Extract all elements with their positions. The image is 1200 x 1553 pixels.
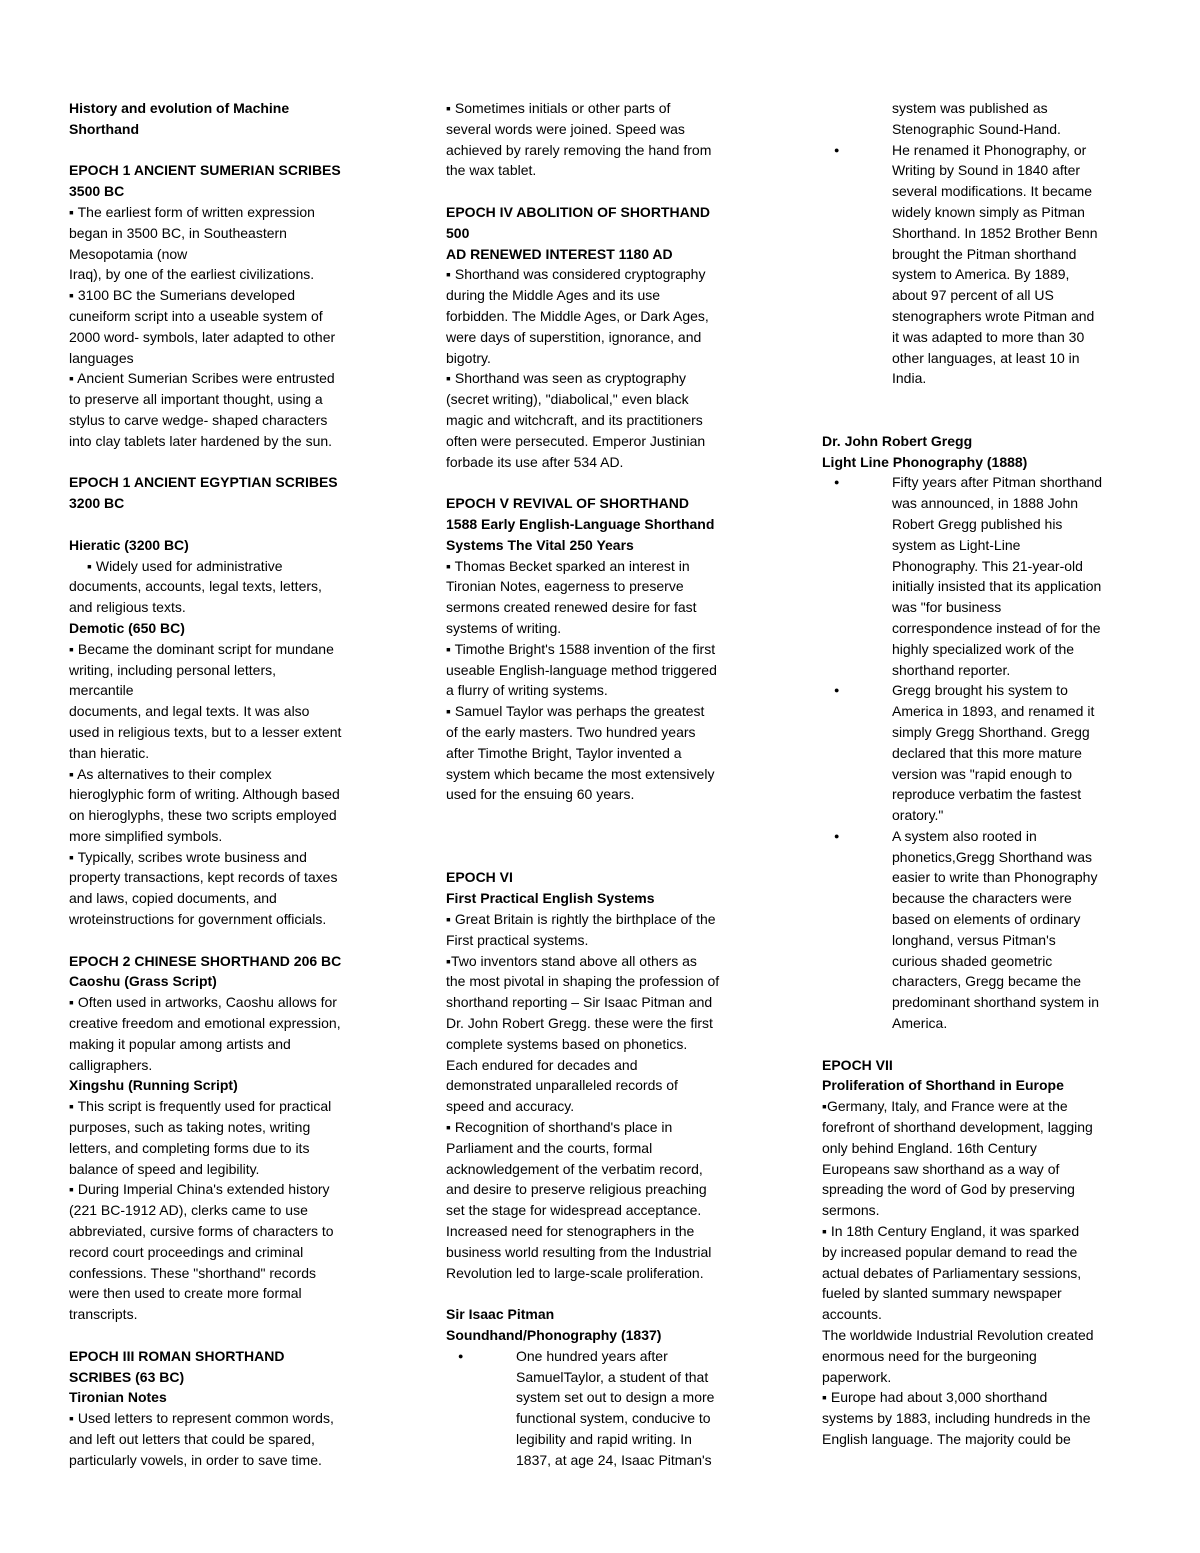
text-line: The worldwide Industrial Revolution created [822,1327,1094,1344]
list-item [892,140,1142,390]
text-line: began in 3500 BC, in Southeastern [69,224,287,241]
bullet-list [446,1346,768,1471]
text-line: writing, including personal letters, [69,661,276,678]
text-line: more simplified symbols. [69,827,223,844]
section-heading: Soundhand/Phonography (1837) [446,1327,662,1344]
text-line: sermons created renewed desire for fast [446,599,697,616]
text-line: ● Fifty years after Pitman shorthand [892,474,1103,491]
text-line: legibility and rapid writing. In [516,1431,692,1447]
text-line: system which became the most extensively [446,765,715,782]
text-line: enormous need for the burgeoning [822,1347,1037,1364]
column-1 [69,98,389,1471]
text-line: languages [69,349,134,366]
list-item [892,826,1142,1034]
text-line: was announced, in 1888 John [892,495,1079,512]
text-line: ▪ Thomas Becket sparked an interest in [446,557,690,574]
text-line: Phonography. This 21-year-old [892,557,1083,574]
text-line: of the early masters. Two hundred years [446,723,696,740]
text-line: on hieroglyphs, these two scripts employed [69,807,337,824]
sub-heading: Xingshu (Running Script) [69,1077,238,1094]
section-heading: EPOCH V REVIVAL OF SHORTHAND [446,495,689,512]
text-line: cuneiform script into a useable system of [69,307,323,324]
text-line: ▪ Became the dominant script for mundane [69,640,334,657]
text-line: fueled by slanted summary newspaper [822,1285,1062,1302]
text-line: functional system, conducive to [516,1410,711,1427]
text-line: forbidden. The Middle Ages, or Dark Ages, [446,307,709,324]
text-line: shorthand reporting – Sir Isaac Pitman and [446,994,713,1011]
list-item-continued [892,98,1142,140]
column-3 [822,98,1142,1450]
text-line: ▪ Sometimes initials or other parts of [446,100,671,116]
text-line: India. [892,370,927,387]
text-line: about 97 percent of all US [892,287,1054,304]
section-heading: 3500 BC [69,183,125,200]
text-line: 2000 word- symbols, later adapted to other [69,328,336,345]
column-2 [446,98,768,1471]
text-line: achieved by rarely removing the hand from [446,141,712,158]
text-line: Dr. John Robert Gregg. these were the first [446,1015,713,1032]
text-line: were days of superstition, ignorance, and [446,328,702,345]
text-line: confessions. These "shorthand" records [69,1264,317,1281]
text-line: ● Gregg brought his system to [892,682,1068,699]
text-line: (secret writing), "diabolical," even black [446,391,689,408]
section-heading: SCRIBES (63 BC) [69,1368,185,1385]
text-line: and laws, copied documents, and [69,890,277,907]
section-heading: EPOCH 2 CHINESE SHORTHAND 206 BC [69,952,342,969]
text-line: Parliament and the courts, formal [446,1139,653,1156]
section-heading: 3200 BC [69,495,125,512]
text-line: because the characters were [892,890,1072,907]
text-line: the most pivotal in shaping the profession of [446,973,720,990]
text-line: ● One hundred years after [516,1347,668,1364]
text-line: brought the Pitman shorthand [892,245,1077,262]
text-line: ▪ Often used in artworks, Caoshu allows for [69,994,337,1011]
text-line: First practical systems. [446,931,589,948]
text-line: ▪ In 18th Century England, it was sparked [822,1223,1080,1240]
section-heading: EPOCH VI [446,869,513,886]
text-line: record court proceedings and criminal [69,1243,304,1260]
text-line: systems of writing. [446,619,562,636]
text-line: property transactions, kept records of taxes [69,869,338,886]
text-line: transcripts. [69,1306,138,1323]
text-line: ▪ This script is frequently used for practical [69,1098,332,1115]
text-line: particularly vowels, in order to save time. [69,1451,322,1468]
section-heading: Dr. John Robert Gregg [822,432,973,449]
section-heading: EPOCH IV ABOLITION OF SHORTHAND [446,203,710,220]
text-line: highly specialized work of the [892,640,1075,657]
text-line: bigotry. [446,349,491,366]
text-line: predominant shorthand system in [892,994,1099,1011]
text-line: version was "rapid enough to [892,765,1073,782]
section-heading: EPOCH VII [822,1056,893,1073]
text-line: Revolution led to large-scale proliferation. [446,1264,704,1281]
section-heading: Light Line Phonography (1888) [822,453,1028,470]
text-line: ▪ 3100 BC the Sumerians developed [69,287,295,304]
text-line: based on elements of ordinary [892,911,1081,928]
sub-heading: Hieratic (3200 BC) [69,536,189,553]
text-line: it was adapted to more than 30 [892,328,1085,345]
text-line: than hieratic. [69,744,150,761]
text-line: ▪Two inventors stand above all others as [446,952,697,969]
text-line: easier to write than Phonography [892,869,1098,886]
text-line: reproduce verbatim the fastest [892,786,1082,803]
text-line: Each endured for decades and [446,1056,638,1073]
text-line: English language. The majority could be [822,1431,1071,1447]
text-line: after Timothe Bright, Taylor invented a [446,744,682,761]
text-line: ▪ As alternatives to their complex [69,765,272,782]
text-line: phonetics,Gregg Shorthand was [892,848,1093,865]
text-line: during the Middle Ages and its use [446,287,661,304]
text-line: forbade its use after 534 AD. [446,453,624,470]
text-line: stylus to carve wedge- shaped characters [69,411,328,428]
text-line: ▪ Timothe Bright's 1588 invention of the first [446,640,716,657]
text-line: ▪ Samuel Taylor was perhaps the greatest [446,703,705,720]
text-line: business world resulting from the Industrial [446,1243,712,1260]
text-line: stenographers wrote Pitman and [892,307,1095,324]
section-heading: AD RENEWED INTEREST 1180 AD [446,245,673,262]
text-line: into clay tablets later hardened by the sun. [69,432,333,449]
text-line: and religious texts. [69,599,186,616]
text-line: Tironian Notes, eagerness to preserve [446,578,684,595]
text-line: actual debates of Parliamentary sessions, [822,1264,1082,1281]
text-line: ▪ The earliest form of written expression [69,203,315,220]
document-title-line: History and evolution of Machine [69,100,290,116]
text-line: accounts. [822,1306,882,1323]
section-heading: Proliferation of Shorthand in Europe [822,1077,1064,1094]
text-line: the wax tablet. [446,162,537,179]
text-line: SamuelTaylor, a student of that [516,1368,709,1385]
text-line: Stenographic Sound-Hand. [892,120,1061,137]
text-line: ▪ Used letters to represent common words, [69,1410,334,1427]
text-line: ▪Germany, Italy, and France were at the [822,1098,1068,1115]
text-line: sermons. [822,1202,880,1219]
text-line: and left out letters that could be spared, [69,1431,315,1447]
text-line: America in 1893, and renamed it [892,703,1095,720]
text-line: declared that this more mature [892,744,1082,761]
text-line: systems by 1883, including hundreds in the [822,1410,1091,1427]
text-line: longhand, versus Pitman's [892,931,1056,948]
text-line: curious shaded geometric [892,952,1053,969]
text-line: paperwork. [822,1368,892,1385]
sub-heading: Demotic (650 BC) [69,619,185,636]
text-line: ▪ Europe had about 3,000 shorthand [822,1389,1048,1406]
text-line: used in religious texts, but to a lesser extent [69,723,342,740]
text-line: letters, and completing forms due to its [69,1139,310,1156]
text-line: only behind England. 16th Century [822,1139,1037,1156]
text-line: ▪ Recognition of shorthand's place in [446,1119,673,1136]
list-item [516,1346,768,1471]
text-line: other languages, at least 10 in [892,349,1080,366]
text-line: acknowledgement of the verbatim record, [446,1160,703,1177]
text-line: by increased popular demand to read the [822,1243,1078,1260]
text-line: ● He renamed it Phonography, or [892,141,1087,158]
text-line: system was published as [892,100,1048,116]
text-line: several words were joined. Speed was [446,120,685,137]
text-line: initially insisted that its application [892,578,1102,595]
text-line: several modifications. It became [892,183,1092,200]
text-line: mercantile [69,682,134,699]
text-line: ▪ Shorthand was considered cryptography [446,266,706,283]
text-line: Shorthand. In 1852 Brother Benn [892,224,1098,241]
text-line: ▪ Typically, scribes wrote business and [69,848,307,865]
text-line: America. [892,1015,948,1032]
text-line: 1837, at age 24, Isaac Pitman's [516,1451,712,1468]
text-line: wroteinstructions for government officials. [69,911,327,928]
text-line: purposes, such as taking notes, writing [69,1119,311,1136]
text-line: used for the ensuing 60 years. [446,786,635,803]
text-line: documents, accounts, legal texts, letters, [69,578,322,595]
section-heading: Systems The Vital 250 Years [446,536,634,553]
text-line: complete systems based on phonetics. [446,1035,688,1052]
list-item [892,472,1142,680]
text-line: system set out to design a more [516,1389,715,1406]
text-line: a flurry of writing systems. [446,682,608,699]
text-line: spreading the word of God by preserving [822,1181,1075,1198]
text-line: making it popular among artists and [69,1035,291,1052]
text-line: characters, Gregg became the [892,973,1082,990]
text-line: system as Light-Line [892,536,1021,553]
text-line: was "for business [892,599,1002,616]
text-line: useable English-language method triggered [446,661,717,678]
text-line: shorthand reporter. [892,661,1011,678]
text-line: correspondence instead of for the [892,619,1101,636]
text-line: balance of speed and legibility. [69,1160,260,1177]
text-line: magic and witchcraft, and its practitioners [446,411,703,428]
text-line: ▪ Shorthand was seen as cryptography [446,370,686,387]
text-line: Robert Gregg published his [892,515,1063,532]
text-line: calligraphers. [69,1056,153,1073]
text-line: ● A system also rooted in [892,827,1037,844]
section-heading: EPOCH 1 ANCIENT EGYPTIAN SCRIBES [69,474,338,491]
text-line: ▪ Ancient Sumerian Scribes were entrusted [69,370,335,387]
section-heading: EPOCH III ROMAN SHORTHAND [69,1347,285,1364]
text-line: abbreviated, cursive forms of characters to [69,1223,334,1240]
text-line: widely known simply as Pitman [892,203,1085,220]
text-line: ▪ During Imperial China's extended history [69,1181,330,1198]
section-heading: First Practical English Systems [446,890,655,907]
text-line: ▪ Great Britain is rightly the birthplace of the [446,911,716,928]
text-line: demonstrated unparalleled records of [446,1077,678,1094]
sub-heading: Caoshu (Grass Script) [69,973,217,990]
text-line: (221 BC-1912 AD), clerks came to use [69,1202,308,1219]
bullet-list [822,472,1142,1034]
section-heading: 500 [446,224,470,241]
text-line: speed and accuracy. [446,1098,575,1115]
text-line: system to America. By 1889, [892,266,1070,283]
text-line: to preserve all important thought, using a [69,391,323,408]
text-line: creative freedom and emotional expression, [69,1015,341,1032]
text-line: often were persecuted. Emperor Justinian [446,432,706,449]
text-line: simply Gregg Shorthand. Gregg [892,723,1090,740]
text-line: and desire to preserve religious preaching [446,1181,707,1198]
bullet-list [822,98,1142,389]
text-line: Iraq), by one of the earliest civilizations. [69,266,315,283]
text-line: forefront of shorthand development, lagging [822,1119,1093,1136]
text-line: Writing by Sound in 1840 after [892,162,1081,179]
document-title-line: Shorthand [69,120,139,137]
text-line: Increased need for stenographers in the [446,1223,695,1240]
list-item [892,680,1142,826]
text-line: oratory." [892,807,944,824]
text-line: Mesopotamia (now [69,245,188,262]
text-line: hieroglyphic form of writing. Although based [69,786,340,803]
section-heading: Sir Isaac Pitman [446,1306,555,1323]
text-line: set the stage for widespread acceptance. [446,1202,702,1219]
sub-heading: Tironian Notes [69,1389,167,1406]
text-line: were then used to create more formal [69,1285,302,1302]
text-line: ▪ Widely used for administrative [87,557,283,574]
section-heading: EPOCH 1 ANCIENT SUMERIAN SCRIBES [69,162,341,179]
text-line: Europeans saw shorthand as a way of [822,1160,1060,1177]
section-heading: 1588 Early English-Language Shorthand [446,515,715,532]
text-line: documents, and legal texts. It was also [69,703,310,720]
